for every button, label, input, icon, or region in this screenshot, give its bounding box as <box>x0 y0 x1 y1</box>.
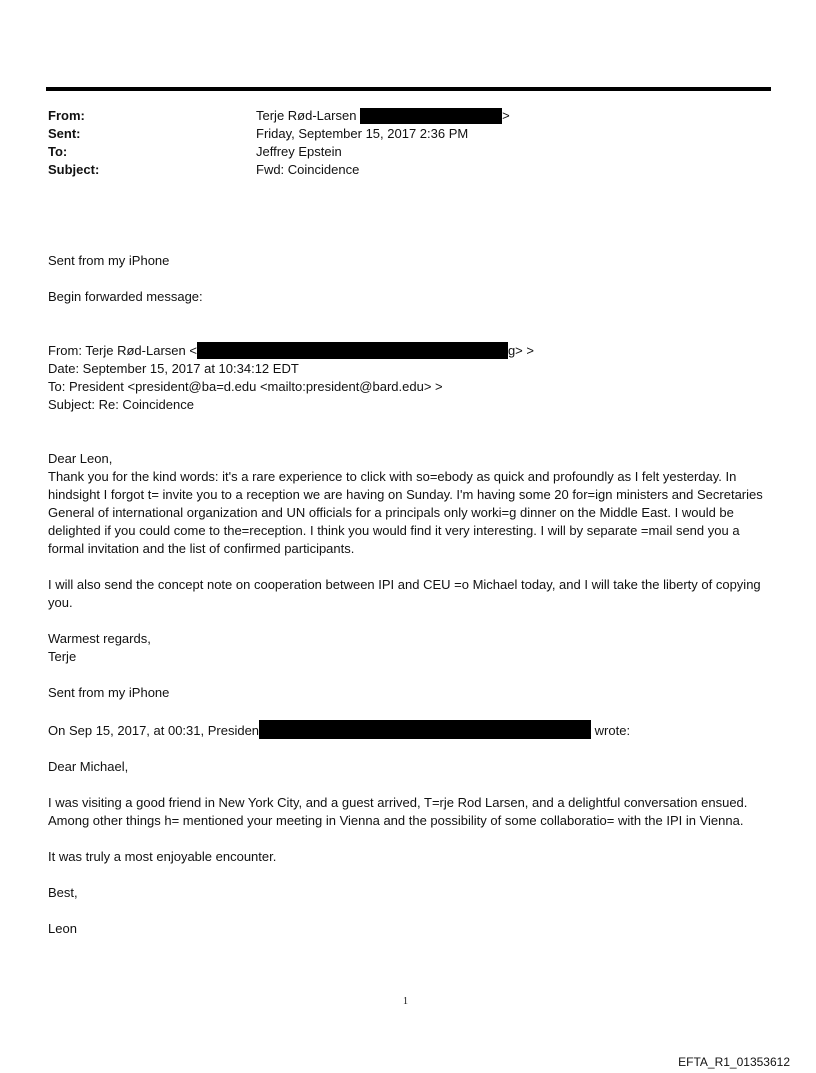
to-value: Jeffrey Epstein <box>256 144 342 159</box>
redaction-block <box>360 108 502 124</box>
quote-suffix: wrote: <box>591 723 631 738</box>
closing: Warmest regards, <box>48 631 151 646</box>
quote-prefix: On Sep 15, 2017, at 00:31, Presiden <box>48 723 260 738</box>
quote-attribution <box>48 720 772 740</box>
forwarded-date: Date: September 15, 2017 at 10:34:12 EDT <box>48 361 299 376</box>
begin-forwarded: Begin forwarded message: <box>48 289 203 304</box>
redaction-tail: > <box>502 108 510 123</box>
sent-label: Sent: <box>48 126 81 141</box>
subject-label: Subject: <box>48 162 100 177</box>
signature: Leon <box>48 921 77 936</box>
salutation-leon: Dear Leon, <box>48 451 113 466</box>
sent-value: Friday, September 15, 2017 2:36 PM <box>256 126 469 141</box>
closing: Best, <box>48 885 78 900</box>
forwarded-from-suffix: g> > <box>507 343 534 358</box>
forwarded-subject: Subject: Re: Coincidence <box>48 397 194 412</box>
forwarded-from <box>48 342 772 360</box>
from-label: From: <box>48 108 85 123</box>
document-id: EFTA_R1_01353612 <box>678 1055 790 1069</box>
redaction-block <box>259 720 591 739</box>
paragraph: Thank you for the kind words: it's a rare experience to click with so=ebody as quick and profoundly as I felt yesterday. In hindsight I forgot t= invite you to a reception we are having on Sunday. I'm having some 20 for=ign ministers and Secretaries General of international organization and UN officials for a principals only worki=g dinner on the Middle East. I would be delighted if you could come to the=reception. I think you would find it very interesting. I will by separate =mail send you a formal invitation and the list of confirmed participants. <box>48 469 763 556</box>
subject-value: Fwd: Coincidence <box>256 162 360 177</box>
from-value <box>256 108 510 124</box>
paragraph: I was visiting a good friend in New York City, and a guest arrived, T=rje Rod Larsen, and a delightful conversation ensued. Among other things h= mentioned your meeting in Vienna and the possibility of some collaboratio= with the IPI in Vienna. <box>48 795 748 828</box>
salutation-michael: Dear Michael, <box>48 759 129 774</box>
email-body <box>48 252 772 938</box>
from-name: Terje Rød-Larsen <box>256 108 357 123</box>
signature: Terje <box>48 649 77 664</box>
redaction-block <box>197 342 508 359</box>
to-label: To: <box>48 144 68 159</box>
header-rule <box>46 87 771 91</box>
page-number: 1 <box>403 996 408 1007</box>
sent-from-iphone: Sent from my iPhone <box>48 685 170 700</box>
forwarded-from-prefix: From: Terje Rød-Larsen < <box>48 343 197 358</box>
paragraph: It was truly a most enjoyable encounter. <box>48 849 277 864</box>
forwarded-to: To: President <president@ba=d.edu <mailto:president@bard.edu> > <box>48 379 443 394</box>
sent-from-iphone: Sent from my iPhone <box>48 253 170 268</box>
paragraph: I will also send the concept note on cooperation between IPI and CEU =o Michael today, and I will take the liberty of copying you. <box>48 577 761 610</box>
